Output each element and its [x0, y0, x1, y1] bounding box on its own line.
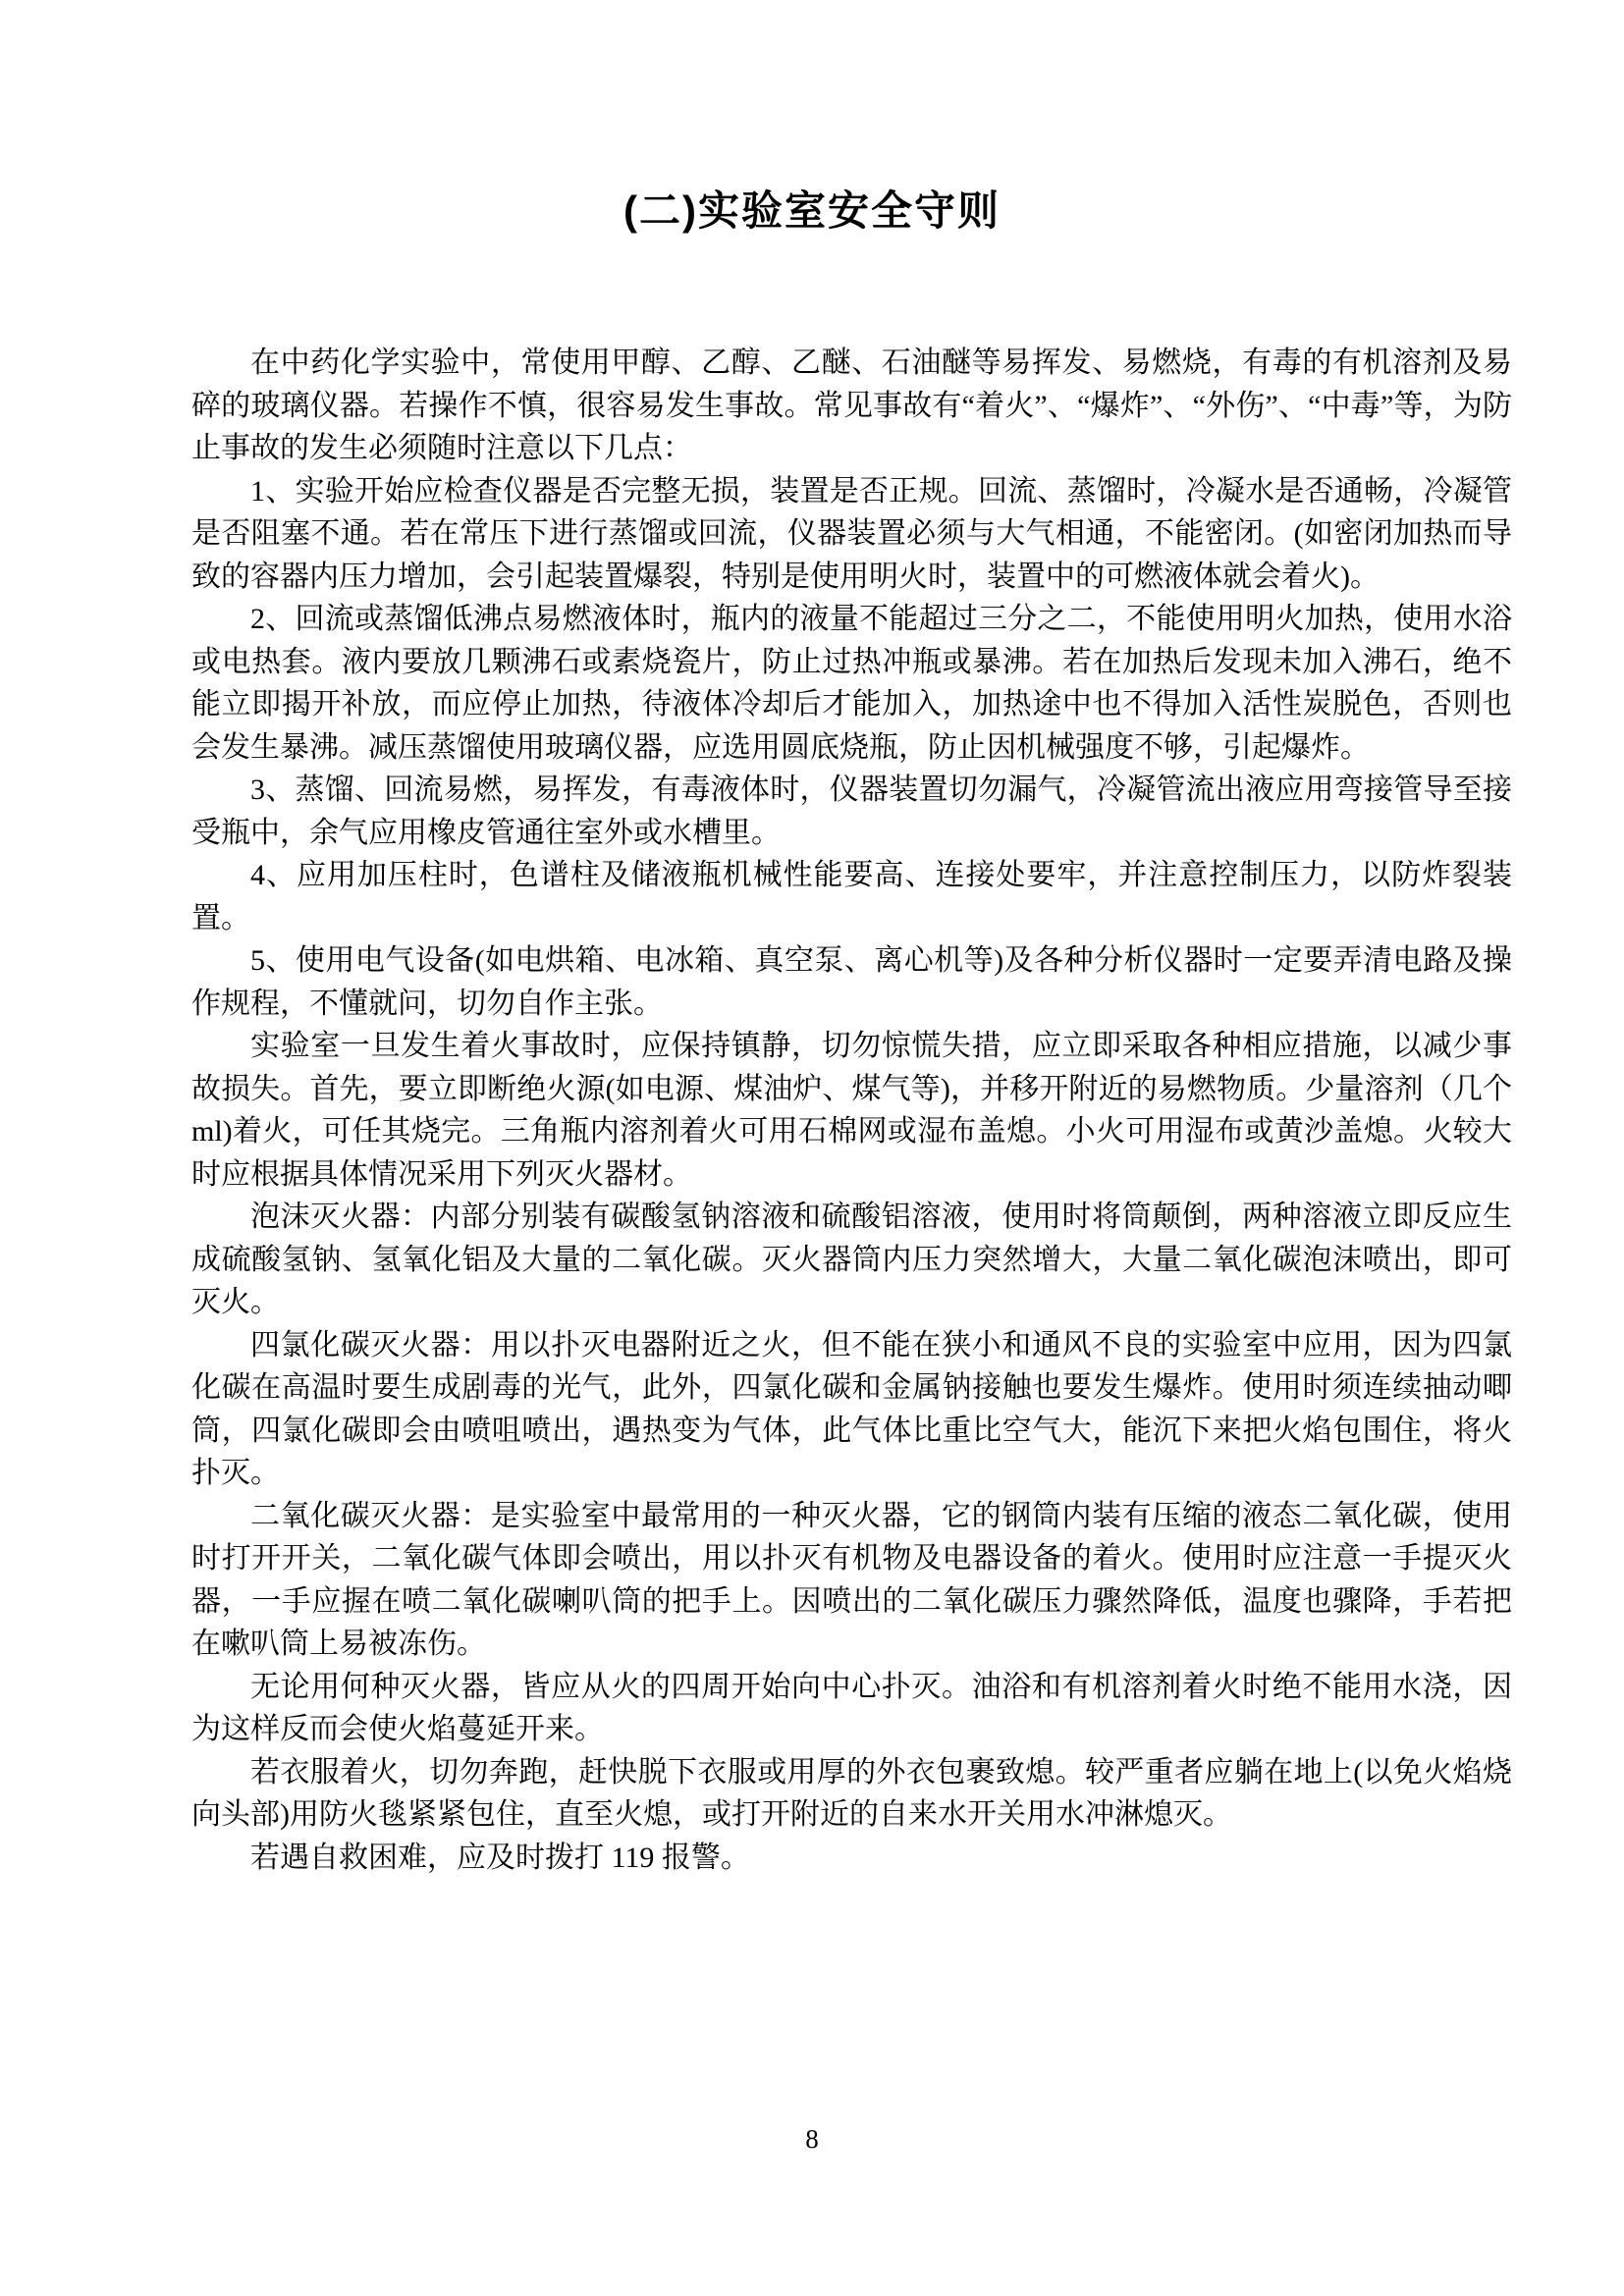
paragraph-rule-4: 4、应用加压柱时，色谱柱及储液瓶机械性能要高、连接处要牢，并注意控制压力，以防炸裂装置。 [191, 859, 1512, 934]
paragraph-rule-3: 3、蒸馏、回流易燃，易挥发，有毒液体时，仪器装置切勿漏气，冷凝管流出液应用弯接管导至接受瓶中，余气应用橡皮管通往室外或水槽里。 [191, 774, 1512, 849]
paragraph-foam-extinguisher: 泡沫灭火器：内部分别装有碳酸氢钠溶液和硫酸铝溶液，使用时将筒颠倒，两种溶液立即反应生成硫酸氢钠、氢氧化铝及大量的二氧化碳。灭火器筒内压力突然增大，大量二氧化碳泡沫喷出，即可灭火。 [191, 1201, 1512, 1318]
paragraph-extinguish-method: 无论用何种灭火器，皆应从火的四周开始向中心扑灭。油浴和有机溶剂着火时绝不能用水浇，因为这样反而会使火焰蔓延开来。 [191, 1670, 1512, 1745]
paragraph-call-119: 若遇自救困难，应及时拨打 119 报警。 [250, 1841, 750, 1874]
paragraph-rule-5: 5、使用电气设备(如电烘箱、电冰箱、真空泵、离心机等)及各种分析仪器时一定要弄清电路及操作规程，不懂就问，切勿自作主张。 [191, 944, 1512, 1020]
paragraph-rule-2: 2、回流或蒸馏低沸点易燃液体时，瓶内的液量不能超过三分之二，不能使用明火加热，使用水浴或电热套。液内要放几颗沸石或素烧瓷片，防止过热冲瓶或暴沸。若在加热后发现未加入沸石，绝不能立即揭开补放，而应停止加热，待液体冷却后才能加入，加热途中也不得加入活性炭脱色，否则也会发生暴沸。减压蒸馏使用玻璃仪器，应选用圆底烧瓶，防止因机械强度不够，引起爆炸。 [191, 603, 1512, 764]
page-number: 8 [805, 2124, 819, 2154]
page-title: (二)实验室安全守则 [623, 187, 1001, 234]
paragraph-co2-extinguisher: 二氧化碳灭火器：是实验室中最常用的一种灭火器，它的钢筒内装有压缩的液态二氧化碳，使用时打开开关，二氧化碳气体即会喷出，用以扑灭有机物及电器设备的着火。使用时应注意一手提灭火器，一手应握在喷二氧化碳喇叭筒的把手上。因喷出的二氧化碳压力骤然降低，温度也骤降，手若把在嗽叭筒上易被冻伤。 [191, 1499, 1512, 1660]
paragraph-rule-1: 1、实验开始应检查仪器是否完整无损，装置是否正规。回流、蒸馏时，冷凝水是否通畅，冷凝管是否阻塞不通。若在常压下进行蒸馏或回流，仪器装置必须与大气相通，不能密闭。(如密闭加热而导致的容器内压力增加，会引起装置爆裂，特别是使用明火时，装置中的可燃液体就会着火)。 [191, 474, 1512, 593]
paragraph-clothing-fire: 若衣服着火，切勿奔跑，赶快脱下衣服或用厚的外衣包裹致熄。较严重者应躺在地上(以免火焰烧向头部)用防火毯紧紧包住，直至火熄，或打开附近的自来水开关用水冲淋熄灭。 [191, 1755, 1512, 1831]
paragraph-fire-response: 实验室一旦发生着火事故时，应保持镇静，切勿惊慌失措，应立即采取各种相应措施，以减少事故损失。首先，要立即断绝火源(如电源、煤油炉、煤气等)，并移开附近的易燃物质。少量溶剂（几个 ml)着火，可任其烧完。三角瓶内溶剂着火可用石棉网或湿布盖熄。小火可用湿布或黄沙盖熄。火较大时应根据具体情况采用下列灭火器材。 [191, 1030, 1512, 1191]
paragraph-ccl4-extinguisher: 四氯化碳灭火器：用以扑灭电器附近之火，但不能在狭小和通风不良的实验室中应用，因为四氯化碳在高温时要生成剧毒的光气，此外，四氯化碳和金属钠接触也要发生爆炸。使用时须连续抽动唧筒，四氯化碳即会由喷咀喷出，遇热变为气体，此气体比重比空气大，能沉下来把火焰包围住，将火扑灭。 [191, 1328, 1512, 1489]
document-body [191, 342, 1512, 1879]
paragraph-intro: 在中药化学实验中，常使用甲醇、乙醇、乙醚、石油醚等易挥发、易燃烧，有毒的有机溶剂及易碎的玻璃仪器。若操作不慎，很容易发生事故。常见事故有“着火”、“爆炸”、“外伤”、“中毒”等，为防止事故的发生必须随时注意以下几点： [191, 347, 1512, 464]
